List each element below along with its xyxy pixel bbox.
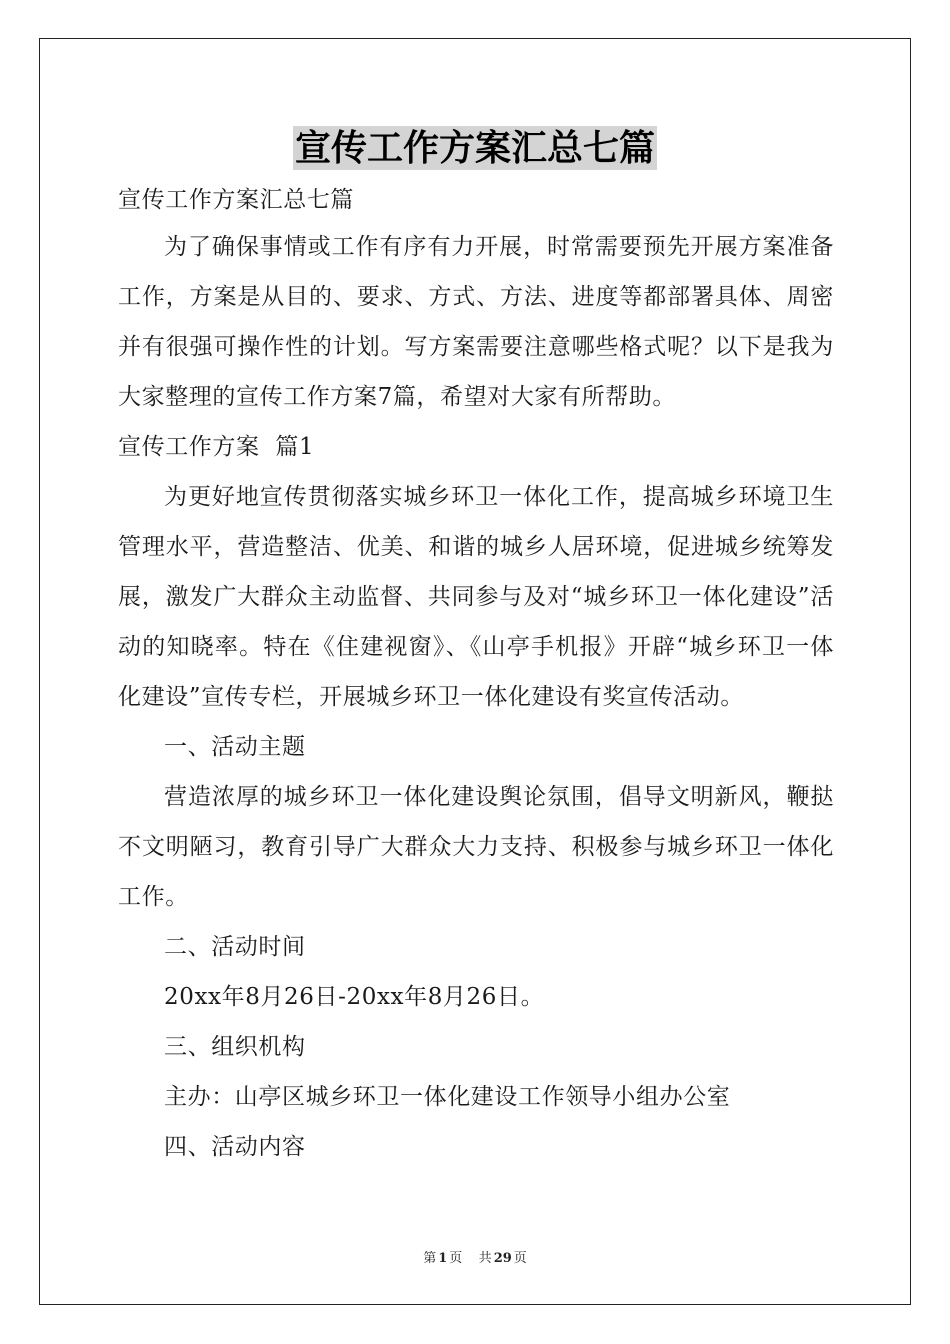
section-heading: 宣传工作方案 篇1 — [118, 434, 315, 460]
footer-page-unit: 页 — [449, 1251, 463, 1266]
page-footer — [0, 1247, 950, 1266]
title-container — [0, 126, 950, 170]
section-paragraph: 为更好地宣传贯彻落实城乡环卫一体化工作，提高城乡环境卫生管理水平，营造整洁、优美、和谐的城乡人居环境，促进城乡统筹发展，激发广大群众主动监督、共同参与及对“城乡环卫一体化建设”活动的知晓率。特在《住建视窗》、《山亭手机报》开辟“城乡环卫一体化建设”宣传专栏，开展城乡环卫一体化建设有奖宣传活动。 — [118, 484, 834, 710]
footer-page-prefix: 第 — [423, 1251, 437, 1266]
document-body — [118, 178, 834, 1172]
document-subtitle: 宣传工作方案汇总七篇 — [118, 187, 354, 213]
intro-paragraph: 为了确保事情或工作有序有力开展，时常需要预先开展方案准备工作，方案是从目的、要求、方式、方法、进度等都部署具体、周密并有很强可操作性的计划。写方案需要注意哪些格式呢？以下是我为大家整理的宣传工作方案7篇，希望对大家有所帮助。 — [118, 234, 834, 410]
footer-total-prefix: 共 — [478, 1251, 492, 1266]
heading-activity-content: 四、活动内容 — [164, 1134, 306, 1160]
activity-theme-paragraph: 营造浓厚的城乡环卫一体化建设舆论氛围，倡导文明新风，鞭挞不文明陋习，教育引导广大群众大力支持、积极参与城乡环卫一体化工作。 — [118, 784, 834, 910]
heading-activity-time: 二、活动时间 — [164, 934, 306, 960]
organizer-text: 主办：山亭区城乡环卫一体化建设工作领导小组办公室 — [164, 1084, 731, 1110]
footer-total-pages: 29 — [493, 1251, 512, 1266]
heading-activity-theme: 一、活动主题 — [164, 734, 306, 760]
activity-time-text: 20xx年8月26日-20xx年8月26日。 — [164, 984, 545, 1010]
heading-organization: 三、组织机构 — [164, 1034, 306, 1060]
footer-page-number: 1 — [438, 1251, 448, 1266]
footer-total-unit: 页 — [513, 1251, 527, 1266]
document-title: 宣传工作方案汇总七篇 — [294, 127, 655, 169]
